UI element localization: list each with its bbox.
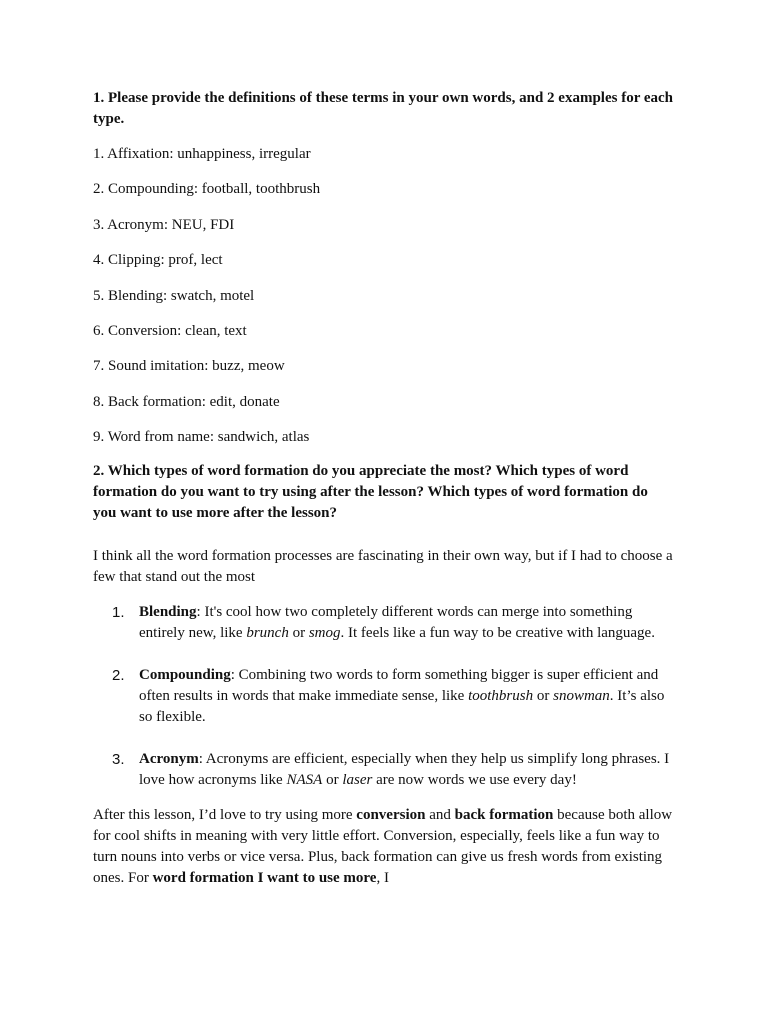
example-word: NASA [286,771,323,788]
term-label: Blending [139,603,197,620]
item-text: . It feels like a fun way to be creative with language. [340,624,655,641]
bold-term: conversion [356,806,426,823]
item-text: . It’s also so flexible. [139,687,665,725]
item-text: : Acronyms are efficient, especially when they help us simplify long phrases. I love how acronyms like [139,750,670,788]
item-text: or [322,771,343,788]
paragraph-text: because both allow for cool shifts in meaning with very little effort. Conversion, especially, feels like a fun way to turn nouns into verbs or vice versa. Plus, back formation can give us fresh words from existing ones. For [93,806,673,886]
document-page [93,88,673,889]
item-text: : Combining two words to form something bigger is super efficient and often results in words that make immediate sense, like [139,666,659,704]
definition-item-conversion: 6. Conversion: clean, text [93,322,247,339]
definition-item-affixation: 1. Affixation: unhappiness, irregular [93,146,311,162]
list-number: 1. [112,603,125,621]
bold-term: back formation [454,806,554,823]
list-number: 3. [112,750,125,768]
item-text: are now words we use every day! [372,771,577,788]
item-text: or [288,624,309,641]
definition-item-clipping: 4. Clipping: prof, lect [93,252,223,269]
favorite-formations-list [93,602,673,791]
answer-intro-paragraph: I think all the word formation processes are fascinating in their own way, but if I had to choose a few that stand out the most [93,547,673,585]
closing-paragraph [93,805,673,889]
example-word: smog [308,624,341,641]
example-word: snowman [553,687,610,704]
example-word: toothbrush [468,687,534,704]
definition-item-compounding: 2. Compounding: football, toothbrush [93,181,321,198]
example-word: brunch [246,624,289,641]
list-item-compounding [93,665,673,728]
paragraph-text: and [425,806,455,823]
definition-item-acronym: 3. Acronym: NEU, FDI [93,216,235,233]
list-item-blending [93,602,673,644]
term-label: Acronym [139,750,199,767]
definition-item-sound-imitation: 7. Sound imitation: buzz, meow [93,358,285,375]
example-word: laser [342,771,373,788]
item-text: or [533,687,554,704]
list-item-acronym [93,749,673,791]
paragraph-text: After this lesson, I’d love to try using more [93,806,357,823]
question-1-heading: 1. Please provide the definitions of these terms in your own words, and 2 examples for each type. [93,90,673,127]
list-number: 2. [112,666,125,684]
definition-item-word-from-name: 9. Word from name: sandwich, atlas [93,429,310,446]
definition-item-blending: 5. Blending: swatch, motel [93,287,255,304]
question-2-heading: 2. Which types of word formation do you appreciate the most? Which types of word formation do you want to try using after the lesson? Which types of word formation do you want to use more after the lesson? [93,462,648,521]
definitions-list [93,144,673,448]
term-label: Compounding [139,666,231,683]
paragraph-text: , I [376,869,389,886]
bold-term: word formation I want to use more [152,869,377,886]
item-text: : It's cool how two completely different words can merge into something entirely new, like [139,603,633,641]
definition-item-back-formation: 8. Back formation: edit, donate [93,393,280,410]
